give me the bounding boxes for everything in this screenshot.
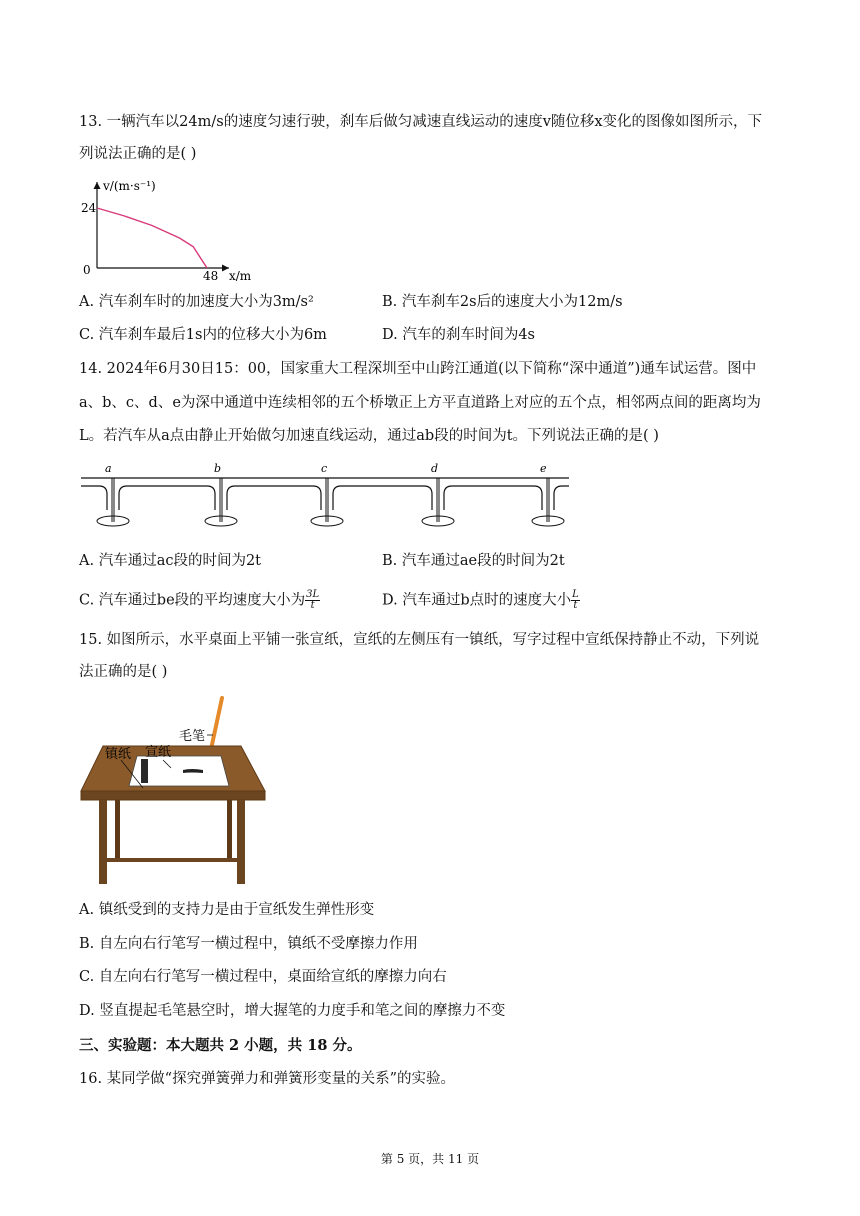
q14-option-b: B. 汽车通过ae段的时间为2t [382,553,565,569]
fraction-3l-over-t: $\frac{3L}{t}$ [306,589,320,611]
fraction-l-over-t: $\frac{L}{t}$ [572,589,579,611]
pier-d [422,478,454,526]
pier-b [205,478,237,526]
q13-stem-line1: 13. 一辆汽车以24m/s的速度匀速行驶，刹车后做匀减速直线运动的速度v随位移x变化的图像如图所示，下 [79,114,763,130]
x-tick-48: 48 [203,269,219,283]
q15-option-b: B. 自左向右行笔写一横过程中，镇纸不受摩擦力作用 [79,936,418,952]
table-leg-right-front [237,800,245,884]
q14-stem-line2: a、b、c、d、e为深中通道中连续相邻的五个桥墩正上方平直道路上对应的五个点，相邻两点间的距离均为 [79,395,761,411]
page-number: 第 5 页，共 11 页 [380,1152,480,1166]
point-e-label: e [540,462,547,475]
q14-option-d-text: D. 汽车通过b点时的速度大小 [382,592,572,609]
vx-graph [79,176,279,286]
q14-option-c [79,590,320,611]
q14-stem-line3: L。若汽车从a点由静止开始做匀加速直线运动，通过ab段的时间为t。下列说法正确的是( ) [79,428,659,444]
y-tick-24: 24 [81,201,97,215]
table-leg-left-front [99,800,107,884]
pier-c [311,478,343,526]
table-crossbar [107,858,237,862]
q13-option-c: C. 汽车刹车最后1s内的位移大小为6m [79,327,327,343]
ink-stroke [183,769,203,773]
v-x-curve [97,208,207,268]
q15-option-d: D. 竖直提起毛笔悬空时，增大握笔的力度手和笔之间的摩擦力不变 [79,1003,506,1019]
q14-option-c-text: C. 汽车通过be段的平均速度大小为 [79,592,306,609]
q15-stem-line1: 15. 如图所示，水平桌面上平铺一张宣纸，宣纸的左侧压有一镇纸，写字过程中宣纸保持静止不动，下列说 [79,632,760,648]
label-rice-paper: 宣纸 [145,745,172,760]
table-edge [81,791,265,800]
paperweight [141,759,148,783]
label-paperweight: 镇纸 [105,747,132,762]
bridge-deck [81,486,569,510]
bridge-diagram [79,460,579,540]
pier-e [532,478,564,526]
q13-stem-line2: 列说法正确的是( ) [79,146,197,162]
point-c-label: c [321,462,328,475]
q15-option-a: A. 镇纸受到的支持力是由于宣纸发生弹性形变 [79,902,375,918]
q14-option-a: A. 汽车通过ac段的时间为2t [79,553,262,569]
table-leg-right-back [227,800,232,860]
y-axis-label: v/(m·s⁻¹) [103,179,156,193]
q13-option-b: B. 汽车刹车2s后的速度大小为12m/s [382,294,623,310]
section-heading: 三、实验题：本大题共 2 小题，共 18 分。 [79,1037,362,1054]
point-b-label: b [214,462,222,475]
label-brush: 毛笔 [179,729,206,744]
point-d-label: d [431,462,439,475]
q13-option-a: A. 汽车刹车时的加速度大小为3m/s² [79,294,314,310]
point-a-label: a [105,462,112,475]
x-axis-label: x/m [229,269,252,283]
q14-stem-line1: 14. 2024年6月30日15：00，国家重大工程深圳至中山跨江通道(以下简称“深中通道”)通车试运营。图中 [79,361,757,377]
q16-stem: 16. 某同学做“探究弹簧弹力和弹簧形变量的关系”的实验。 [79,1071,455,1087]
q15-option-c: C. 自左向右行笔写一横过程中，桌面给宣纸的摩擦力向右 [79,969,447,985]
q13-option-d: D. 汽车的刹车时间为4s [382,327,535,343]
pier-a [97,478,129,526]
desk-illustration [79,696,269,886]
origin-label: 0 [83,263,91,277]
q15-stem-line2: 法正确的是( ) [79,664,168,680]
q14-option-d [382,590,580,611]
table-leg-left-back [115,800,120,860]
